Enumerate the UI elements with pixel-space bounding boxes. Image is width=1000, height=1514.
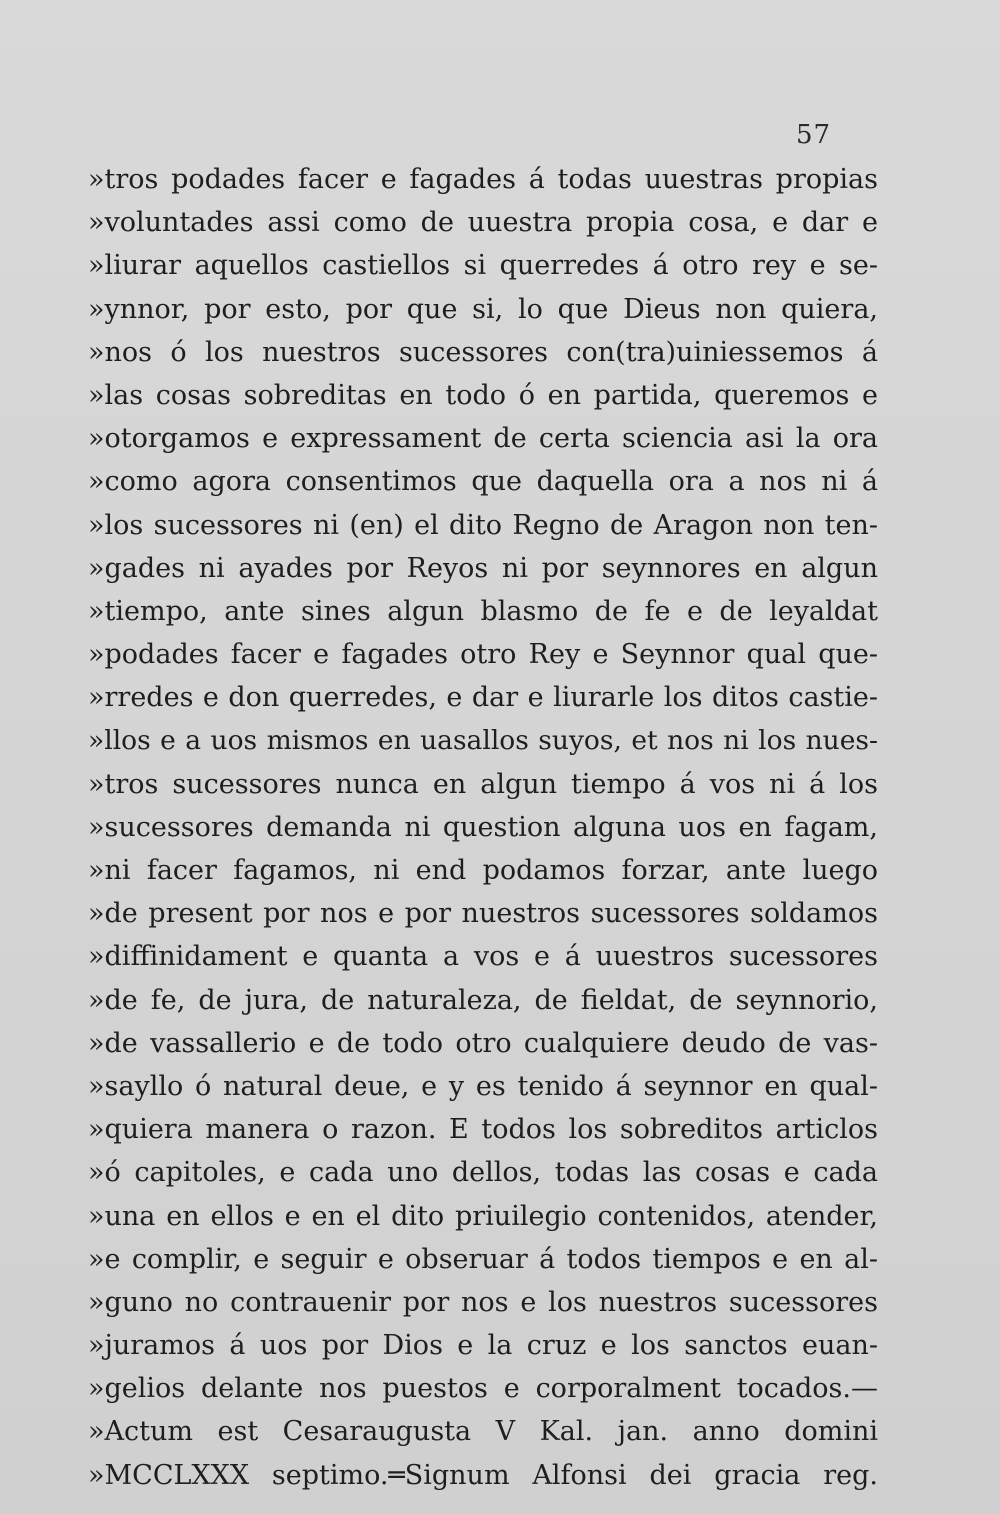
text-line: »los sucessores ni (en) el dito Regno de Aragon non ten-: [88, 509, 878, 541]
text-line: »llos e a uos mismos en uasallos suyos, et nos ni los nues-: [88, 725, 878, 757]
text-line: »de vassallerio e de todo otro cualquiere deudo de vas-: [88, 1027, 878, 1059]
text-line: »diffinidament e quanta a vos e á uuestros sucessores: [88, 941, 878, 973]
page-number: 57: [796, 120, 832, 150]
text-line: »otorgamos e expressament de certa sciencia asi la ora: [88, 423, 878, 455]
text-line: »ni facer fagamos, ni end podamos forzar, ante luego: [88, 855, 878, 886]
text-line: »sucessores demanda ni question alguna uos en fagam,: [88, 811, 878, 843]
text-line: »sayllo ó natural deue, e y es tenido á seynnor en qual-: [88, 1070, 878, 1102]
text-line: »tros sucessores nunca en algun tiempo á vos ni á los: [88, 768, 878, 800]
text-line: »voluntades assi como de uuestra propia cosa, e dar e: [88, 207, 878, 239]
text-line: »gades ni ayades por Reyos ni por seynnores en algun: [88, 552, 878, 584]
text-line: »de present por nos e por nuestros sucessores soldamos: [88, 898, 878, 930]
text-line: »ynnor, por esto, por que si, lo que Dieus non quiera,: [88, 293, 878, 325]
text-line: »MCCLXXX septimo.═Signum Alfonsi dei gracia reg.: [88, 1459, 878, 1491]
text-line: »nos ó los nuestros sucessores con(tra)uiniessemos á: [88, 336, 878, 368]
text-line: »una en ellos e en el dito priuilegio contenidos, atender,: [88, 1200, 878, 1232]
text-line: »rredes e don querredes, e dar e liurarle los ditos castie-: [88, 682, 878, 714]
text-line: »podades facer e fagades otro Rey e Seynnor qual que-: [88, 639, 878, 671]
text-line: »juramos á uos por Dios e la cruz e los sanctos euan-: [88, 1330, 878, 1362]
text-line: »ó capitoles, e cada uno dellos, todas las cosas e cada: [88, 1157, 878, 1189]
text-line: »gelios delante nos puestos e corporalment tocados.—: [88, 1373, 878, 1405]
text-line: »como agora consentimos que daquella ora a nos ni á: [88, 466, 878, 498]
text-line: »quiera manera o razon. E todos los sobreditos articlos: [88, 1114, 878, 1146]
text-line: »liurar aquellos castiellos si querredes á otro rey e se-: [88, 250, 878, 282]
text-line: »e complir, e seguir e obseruar á todos tiempos e en al-: [88, 1243, 878, 1275]
text-line: »tiempo, ante sines algun blasmo de fe e de leyaldat: [88, 595, 878, 627]
text-line: »de fe, de jura, de naturaleza, de fieldat, de seynnorio,: [88, 984, 878, 1016]
text-line: »tros podades facer e fagades á todas uuestras propias: [88, 164, 878, 195]
text-line: »Actum est Cesaraugusta V Kal. jan. anno domini: [88, 1416, 878, 1448]
text-line: »guno no contrauenir por nos e los nuestros sucessores: [88, 1286, 878, 1318]
body-text: [88, 158, 878, 1497]
text-line: »las cosas sobreditas en todo ó en partida, queremos e: [88, 379, 878, 411]
